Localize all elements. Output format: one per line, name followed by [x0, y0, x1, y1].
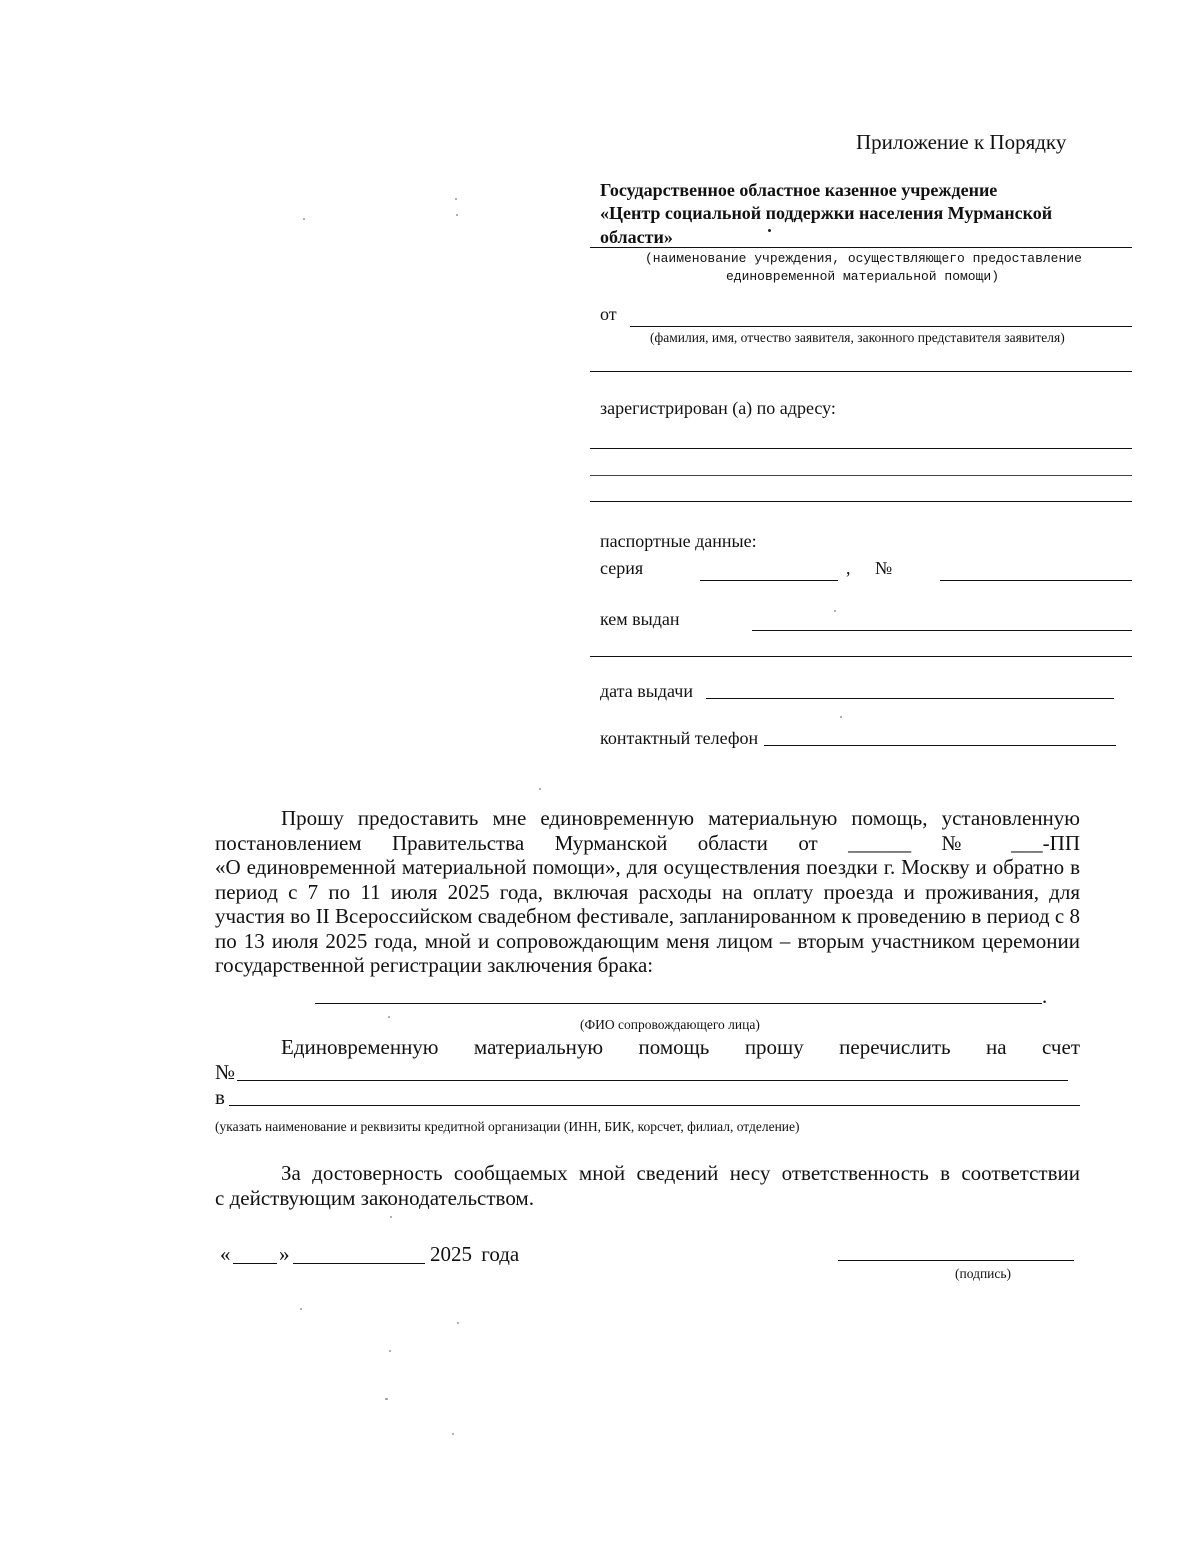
- date-year-text: 2025 года: [430, 1242, 520, 1266]
- companion-name-field[interactable]: [315, 1003, 1042, 1004]
- phone-label: контактный телефон: [600, 728, 759, 748]
- account-number-field[interactable]: [237, 1080, 1068, 1081]
- address-field-2[interactable]: [590, 475, 1132, 476]
- request-line-1: Прошу предоставить мне единовременную материальную помощь, установленную: [281, 806, 1080, 830]
- address-field-3[interactable]: [590, 501, 1132, 502]
- scan-speck: [834, 610, 836, 612]
- scan-speck: [452, 1433, 454, 1435]
- date-quote-open: «: [220, 1242, 231, 1266]
- series-field[interactable]: [700, 580, 838, 581]
- address-field-1[interactable]: [590, 448, 1132, 449]
- companion-end-period: .: [1042, 984, 1048, 1008]
- appendix-title: Приложение к Порядку: [856, 130, 1067, 154]
- signature-field[interactable]: [838, 1260, 1074, 1261]
- series-label: серия: [600, 558, 644, 578]
- request-line-2: постановлением Правительства Мурманской области от ______ № ___-ПП: [215, 831, 1080, 855]
- comma-separator: ,: [846, 558, 851, 578]
- scan-speck: [390, 1216, 392, 1218]
- scan-speck: [768, 229, 771, 232]
- scan-speck: [388, 1016, 390, 1018]
- companion-caption: (ФИО сопровождающего лица): [580, 1017, 760, 1032]
- scan-speck: [455, 198, 457, 200]
- applicant-name-field[interactable]: [630, 326, 1132, 327]
- responsibility-line-1: За достоверность сообщаемых мной сведений несу ответственность в соответствии: [281, 1161, 1080, 1185]
- applicant-name-field-2[interactable]: [590, 371, 1132, 372]
- issued-by-field-2[interactable]: [590, 656, 1132, 657]
- applicant-name-caption: (фамилия, имя, отчество заявителя, законного представителя заявителя): [650, 330, 1065, 345]
- scan-speck: [840, 716, 842, 718]
- organization-underline: [590, 247, 1132, 248]
- date-month-field[interactable]: [293, 1263, 425, 1264]
- organization-name-line-3: области»: [600, 227, 673, 247]
- organization-name-line-1: Государственное областное казенное учреждение: [600, 180, 998, 200]
- transfer-line: Единовременную материальную помощь прошу перечислить на счет: [281, 1035, 1080, 1059]
- organization-caption-line-1: (наименование учреждения, осуществляющего предоставление: [645, 251, 1082, 266]
- scan-speck: [389, 1350, 391, 1352]
- issue-date-label: дата выдачи: [600, 681, 693, 701]
- phone-field[interactable]: [764, 745, 1116, 746]
- passport-label: паспортные данные:: [600, 531, 757, 551]
- organization-name-line-2: «Центр социальной поддержки населения Мурманской: [600, 203, 1053, 223]
- organization-caption-line-2: единовременной материальной помощи): [725, 269, 1000, 284]
- signature-caption: (подпись): [955, 1266, 1012, 1281]
- account-number-label: №: [215, 1060, 236, 1084]
- bank-label: в: [215, 1085, 225, 1109]
- number-label: №: [875, 558, 893, 578]
- scan-speck: [303, 218, 305, 220]
- issue-date-field[interactable]: [706, 698, 1114, 699]
- issued-by-label: кем выдан: [600, 609, 680, 629]
- responsibility-line-2: с действующим законодательством.: [215, 1186, 534, 1210]
- issued-by-field-1[interactable]: [752, 630, 1132, 631]
- scan-speck: [457, 1322, 459, 1324]
- bank-field[interactable]: [229, 1105, 1080, 1106]
- scan-speck: [456, 214, 458, 216]
- scan-speck: [385, 1398, 388, 1400]
- scan-speck: [300, 1308, 302, 1310]
- address-label: зарегистрирован (а) по адресу:: [600, 398, 836, 418]
- date-quote-close: »: [279, 1242, 290, 1266]
- date-day-field[interactable]: [233, 1263, 277, 1264]
- request-paragraph: «О единовременной материальной помощи», для осуществления поездки г. Москву и обратно в период с 7 по 11 июля 2025 года, включая расходы на оплату проезда и проживания, для участия во II Всероссийском свадебном фестивале, запланированном к проведению в период с 8 по 13 июля 2025 года, мной и сопровождающим меня лицом – вторым участником церемонии государственной регистрации заключения брака:: [215, 855, 1080, 977]
- from-label: от: [600, 304, 617, 324]
- bank-caption: (указать наименование и реквизиты кредитной организации (ИНН, БИК, корсчет, филиал, отделение): [215, 1119, 800, 1134]
- passport-number-field[interactable]: [940, 580, 1132, 581]
- scan-speck: [539, 788, 541, 790]
